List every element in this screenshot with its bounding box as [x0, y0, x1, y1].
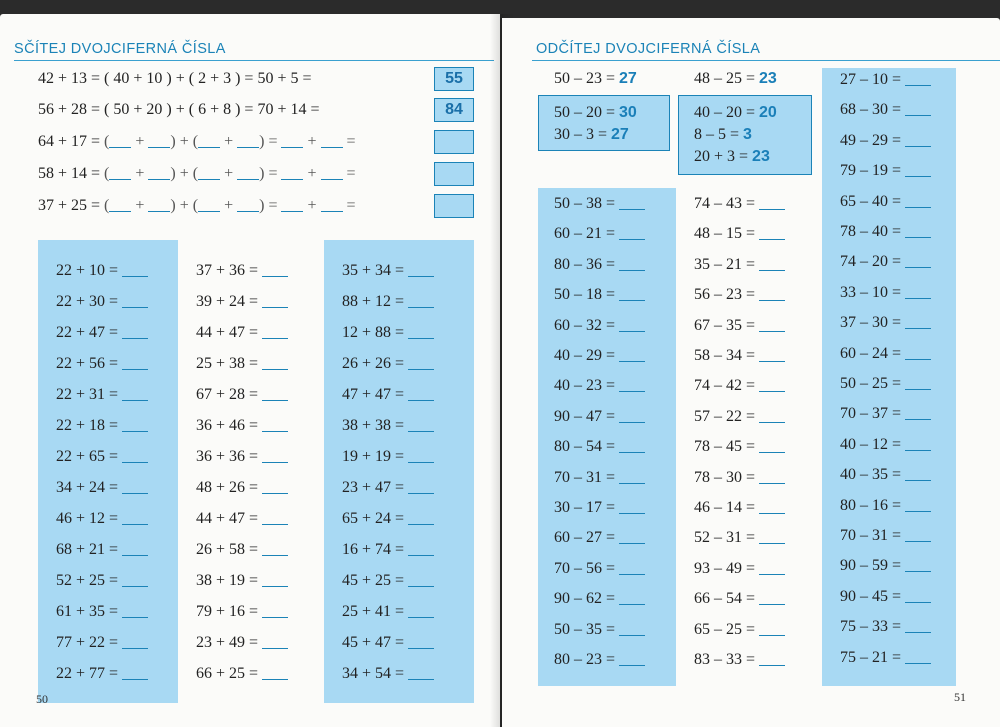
- subtraction-problem: 74 – 43 =: [694, 194, 785, 214]
- addition-problem: 26 + 58 =: [196, 540, 288, 560]
- answer-blank[interactable]: [262, 479, 288, 494]
- addition-problem: 47 + 47 =: [342, 385, 434, 405]
- answer-blank[interactable]: [619, 286, 645, 301]
- addition-problem: 23 + 49 =: [196, 633, 288, 653]
- answer-blank[interactable]: [122, 665, 148, 680]
- answer-blank[interactable]: [262, 262, 288, 277]
- subtraction-problem: 66 – 54 =: [694, 589, 785, 609]
- answer-blank[interactable]: [619, 347, 645, 362]
- addition-problem: 36 + 46 =: [196, 416, 288, 436]
- answer-blank[interactable]: [759, 621, 785, 636]
- answer-blank[interactable]: [905, 557, 931, 572]
- answer-blank[interactable]: [619, 408, 645, 423]
- answer-blank[interactable]: [759, 560, 785, 575]
- answer-blank[interactable]: [905, 405, 931, 420]
- answer-blank[interactable]: [408, 293, 434, 308]
- answer-blank[interactable]: [759, 286, 785, 301]
- subtraction-problem: 60 – 21 =: [554, 224, 645, 244]
- addition-problem: 46 + 12 =: [56, 509, 148, 529]
- addition-problem: 48 + 26 =: [196, 478, 288, 498]
- answer-blank[interactable]: [905, 618, 931, 633]
- addition-problem: 19 + 19 =: [342, 447, 434, 467]
- answer-blank[interactable]: [122, 293, 148, 308]
- answer-blank[interactable]: [281, 165, 303, 180]
- subtraction-problem: 40 – 23 =: [554, 376, 645, 396]
- answer-blank[interactable]: [262, 448, 288, 463]
- answer-blank[interactable]: [122, 262, 148, 277]
- subtraction-problem: 74 – 42 =: [694, 376, 785, 396]
- answer-blank[interactable]: [408, 448, 434, 463]
- right-page-title: ODČÍTEJ DVOJCIFERNÁ ČÍSLA: [536, 41, 761, 57]
- answer-blank[interactable]: [408, 572, 434, 587]
- addition-problem: 79 + 16 =: [196, 602, 288, 622]
- decomposition-row: 37 + 25 = ( + ) + ( + ) = + =: [38, 197, 356, 214]
- addition-problem: 26 + 26 =: [342, 354, 434, 374]
- answer-blank[interactable]: [122, 448, 148, 463]
- answer-blank[interactable]: [122, 355, 148, 370]
- answer-blank[interactable]: [905, 253, 931, 268]
- answer-blank[interactable]: [619, 377, 645, 392]
- subtraction-problem: 33 – 10 =: [840, 283, 931, 303]
- answer-blank[interactable]: [262, 324, 288, 339]
- subtraction-problem: 78 – 40 =: [840, 222, 931, 242]
- answer-blank[interactable]: [262, 665, 288, 680]
- addition-problem: 22 + 31 =: [56, 385, 148, 405]
- subtraction-problem: 67 – 35 =: [694, 316, 785, 336]
- answer-blank[interactable]: [905, 314, 931, 329]
- subtraction-problem: 46 – 14 =: [694, 498, 785, 518]
- example-box-1-line-1: 50 – 20 = 30: [554, 104, 637, 121]
- addition-problem: 45 + 25 =: [342, 571, 434, 591]
- right-page-header: [532, 38, 1000, 61]
- subtraction-problem: 60 – 32 =: [554, 316, 645, 336]
- answer-blank[interactable]: [408, 417, 434, 432]
- answer-box[interactable]: [434, 162, 474, 186]
- answer-blank[interactable]: [619, 621, 645, 636]
- subtraction-problem: 83 – 33 =: [694, 650, 785, 670]
- addition-problem: 22 + 18 =: [56, 416, 148, 436]
- answer-blank[interactable]: [122, 541, 148, 556]
- subtraction-problem: 57 – 22 =: [694, 407, 785, 427]
- right-page: [502, 18, 1000, 727]
- answer-box[interactable]: [434, 194, 474, 218]
- answer-blank[interactable]: [905, 649, 931, 664]
- answer-blank[interactable]: [759, 377, 785, 392]
- subtraction-problem: 70 – 31 =: [554, 468, 645, 488]
- subtraction-problem: 70 – 37 =: [840, 404, 931, 424]
- addition-problem: 22 + 77 =: [56, 664, 148, 684]
- subtraction-problem: 93 – 49 =: [694, 559, 785, 579]
- addition-problem: 12 + 88 =: [342, 323, 434, 343]
- example-top-1: 50 – 23 = 27: [554, 70, 637, 87]
- subtraction-problem: 75 – 33 =: [840, 617, 931, 637]
- subtraction-problem: 70 – 56 =: [554, 559, 645, 579]
- answer-blank[interactable]: [148, 165, 170, 180]
- answer-blank[interactable]: [408, 262, 434, 277]
- addition-problem: 34 + 54 =: [342, 664, 434, 684]
- subtraction-problem: 74 – 20 =: [840, 252, 931, 272]
- answer-blank[interactable]: [262, 293, 288, 308]
- left-page-title: SČÍTEJ DVOJCIFERNÁ ČÍSLA: [14, 41, 226, 57]
- subtraction-problem: 50 – 25 =: [840, 374, 931, 394]
- answer-blank[interactable]: [619, 499, 645, 514]
- subtraction-problem: 56 – 23 =: [694, 285, 785, 305]
- answer-blank[interactable]: [122, 634, 148, 649]
- left-page: [0, 14, 500, 727]
- subtraction-problem: 40 – 35 =: [840, 465, 931, 485]
- answer-blank[interactable]: [281, 197, 303, 212]
- answer-blank[interactable]: [122, 510, 148, 525]
- answer-blank[interactable]: [122, 386, 148, 401]
- answer-blank[interactable]: [905, 284, 931, 299]
- addition-problem: 39 + 24 =: [196, 292, 288, 312]
- answer-blank[interactable]: [262, 386, 288, 401]
- subtraction-problem: 50 – 38 =: [554, 194, 645, 214]
- page-number-left: 50: [36, 692, 48, 706]
- answer-blank[interactable]: [262, 510, 288, 525]
- answer-box[interactable]: [434, 130, 474, 154]
- addition-problem: 52 + 25 =: [56, 571, 148, 591]
- answer-blank[interactable]: [759, 651, 785, 666]
- answer-blank[interactable]: [237, 197, 259, 212]
- addition-problem: 25 + 38 =: [196, 354, 288, 374]
- answer-blank[interactable]: [905, 527, 931, 542]
- answer-blank[interactable]: [759, 408, 785, 423]
- answer-blank[interactable]: [408, 386, 434, 401]
- answer-blank[interactable]: [759, 590, 785, 605]
- answer-blank[interactable]: [262, 355, 288, 370]
- example-box-1-line-2: 30 – 3 = 27: [554, 126, 629, 143]
- left-page-header: [14, 38, 494, 61]
- answer-blank[interactable]: [237, 133, 259, 148]
- subtraction-problem: 80 – 23 =: [554, 650, 645, 670]
- addition-problem: 44 + 47 =: [196, 509, 288, 529]
- answer-blank[interactable]: [262, 541, 288, 556]
- addition-problem: 77 + 22 =: [56, 633, 148, 653]
- subtraction-problem: 49 – 29 =: [840, 131, 931, 151]
- answer-blank[interactable]: [237, 165, 259, 180]
- answer-blank[interactable]: [759, 195, 785, 210]
- answer-blank[interactable]: [905, 193, 931, 208]
- answer-blank[interactable]: [619, 529, 645, 544]
- addition-problem: 45 + 47 =: [342, 633, 434, 653]
- answer-blank[interactable]: [109, 165, 131, 180]
- answer-blank[interactable]: [408, 541, 434, 556]
- answer-blank[interactable]: [759, 499, 785, 514]
- addition-problem: 16 + 74 =: [342, 540, 434, 560]
- answer-blank[interactable]: [759, 469, 785, 484]
- decomposition-row: 42 + 13 = ( 40 + 10 ) + ( 2 + 3 ) = 50 + 5 =: [38, 70, 312, 87]
- answer-blank[interactable]: [198, 165, 220, 180]
- addition-problem: 36 + 36 =: [196, 447, 288, 467]
- answer-blank[interactable]: [905, 497, 931, 512]
- answer-blank[interactable]: [619, 438, 645, 453]
- addition-problem: 66 + 25 =: [196, 664, 288, 684]
- subtraction-problem: 75 – 21 =: [840, 648, 931, 668]
- answer-box[interactable]: 55: [434, 67, 474, 91]
- answer-blank[interactable]: [262, 603, 288, 618]
- subtraction-problem: 80 – 16 =: [840, 496, 931, 516]
- example-box-2-line-2: 8 – 5 = 3: [694, 126, 752, 143]
- addition-problem: 38 + 38 =: [342, 416, 434, 436]
- answer-blank[interactable]: [408, 665, 434, 680]
- subtraction-problem: 50 – 18 =: [554, 285, 645, 305]
- answer-blank[interactable]: [905, 345, 931, 360]
- addition-problem: 22 + 56 =: [56, 354, 148, 374]
- subtraction-problem: 48 – 15 =: [694, 224, 785, 244]
- answer-blank[interactable]: [122, 417, 148, 432]
- answer-blank[interactable]: [619, 195, 645, 210]
- subtraction-problem: 30 – 17 =: [554, 498, 645, 518]
- answer-blank[interactable]: [408, 324, 434, 339]
- answer-blank[interactable]: [759, 438, 785, 453]
- addition-problem: 25 + 41 =: [342, 602, 434, 622]
- answer-blank[interactable]: [408, 510, 434, 525]
- addition-problem: 22 + 10 =: [56, 261, 148, 281]
- answer-blank[interactable]: [905, 162, 931, 177]
- answer-blank[interactable]: [109, 133, 131, 148]
- answer-blank[interactable]: [408, 355, 434, 370]
- subtraction-problem: 70 – 31 =: [840, 526, 931, 546]
- answer-blank[interactable]: [619, 560, 645, 575]
- addition-problem: 61 + 35 =: [56, 602, 148, 622]
- addition-problem: 65 + 24 =: [342, 509, 434, 529]
- subtraction-problem: 80 – 54 =: [554, 437, 645, 457]
- answer-blank[interactable]: [321, 197, 343, 212]
- answer-blank[interactable]: [321, 133, 343, 148]
- addition-problem: 22 + 30 =: [56, 292, 148, 312]
- subtraction-problem: 80 – 36 =: [554, 255, 645, 275]
- answer-blank[interactable]: [619, 469, 645, 484]
- answer-blank[interactable]: [408, 479, 434, 494]
- answer-blank[interactable]: [148, 133, 170, 148]
- answer-blank[interactable]: [619, 317, 645, 332]
- decomposition-row: 64 + 17 = ( + ) + ( + ) = + =: [38, 133, 356, 150]
- answer-blank[interactable]: [148, 197, 170, 212]
- addition-problem: 38 + 19 =: [196, 571, 288, 591]
- subtraction-problem: 52 – 31 =: [694, 528, 785, 548]
- answer-blank[interactable]: [262, 417, 288, 432]
- subtraction-problem: 35 – 21 =: [694, 255, 785, 275]
- answer-blank[interactable]: [619, 590, 645, 605]
- addition-problem: 37 + 36 =: [196, 261, 288, 281]
- answer-blank[interactable]: [408, 603, 434, 618]
- answer-blank[interactable]: [198, 133, 220, 148]
- answer-blank[interactable]: [905, 101, 931, 116]
- answer-blank[interactable]: [109, 197, 131, 212]
- answer-blank[interactable]: [759, 347, 785, 362]
- answer-box[interactable]: 84: [434, 98, 474, 122]
- answer-blank[interactable]: [122, 603, 148, 618]
- example-box-2-line-3: 20 + 3 = 23: [694, 148, 770, 165]
- answer-blank[interactable]: [905, 71, 931, 86]
- answer-blank[interactable]: [122, 572, 148, 587]
- decomposition-row: 58 + 14 = ( + ) + ( + ) = + =: [38, 165, 356, 182]
- addition-problem: 68 + 21 =: [56, 540, 148, 560]
- answer-blank[interactable]: [198, 197, 220, 212]
- addition-problem: 22 + 47 =: [56, 323, 148, 343]
- example-top-2: 48 – 25 = 23: [694, 70, 777, 87]
- answer-blank[interactable]: [122, 479, 148, 494]
- answer-blank[interactable]: [905, 588, 931, 603]
- subtraction-problem: 90 – 45 =: [840, 587, 931, 607]
- answer-blank[interactable]: [408, 634, 434, 649]
- answer-blank[interactable]: [321, 165, 343, 180]
- page-number-right: 51: [954, 690, 966, 704]
- answer-blank[interactable]: [905, 132, 931, 147]
- addition-problem: 88 + 12 =: [342, 292, 434, 312]
- subtraction-problem: 90 – 47 =: [554, 407, 645, 427]
- answer-blank[interactable]: [905, 375, 931, 390]
- subtraction-problem: 40 – 29 =: [554, 346, 645, 366]
- subtraction-problem: 65 – 25 =: [694, 620, 785, 640]
- answer-blank[interactable]: [281, 133, 303, 148]
- addition-problem: 23 + 47 =: [342, 478, 434, 498]
- answer-blank[interactable]: [759, 529, 785, 544]
- subtraction-problem: 27 – 10 =: [840, 70, 931, 90]
- answer-blank[interactable]: [759, 256, 785, 271]
- subtraction-problem: 65 – 40 =: [840, 192, 931, 212]
- answer-blank[interactable]: [262, 634, 288, 649]
- subtraction-problem: 60 – 27 =: [554, 528, 645, 548]
- subtraction-problem: 79 – 19 =: [840, 161, 931, 181]
- answer-blank[interactable]: [619, 651, 645, 666]
- addition-problem: 35 + 34 =: [342, 261, 434, 281]
- answer-blank[interactable]: [619, 225, 645, 240]
- subtraction-problem: 68 – 30 =: [840, 100, 931, 120]
- subtraction-problem: 40 – 12 =: [840, 435, 931, 455]
- subtraction-problem: 90 – 62 =: [554, 589, 645, 609]
- addition-problem: 34 + 24 =: [56, 478, 148, 498]
- subtraction-problem: 90 – 59 =: [840, 556, 931, 576]
- answer-blank[interactable]: [759, 317, 785, 332]
- subtraction-problem: 50 – 35 =: [554, 620, 645, 640]
- addition-problem: 67 + 28 =: [196, 385, 288, 405]
- answer-blank[interactable]: [122, 324, 148, 339]
- answer-blank[interactable]: [905, 436, 931, 451]
- answer-blank[interactable]: [759, 225, 785, 240]
- example-box-2-line-1: 40 – 20 = 20: [694, 104, 777, 121]
- subtraction-problem: 78 – 45 =: [694, 437, 785, 457]
- addition-problem: 22 + 65 =: [56, 447, 148, 467]
- answer-blank[interactable]: [905, 466, 931, 481]
- subtraction-problem: 37 – 30 =: [840, 313, 931, 333]
- subtraction-problem: 58 – 34 =: [694, 346, 785, 366]
- subtraction-problem: 78 – 30 =: [694, 468, 785, 488]
- addition-problem: 44 + 47 =: [196, 323, 288, 343]
- answer-blank[interactable]: [262, 572, 288, 587]
- decomposition-row: 56 + 28 = ( 50 + 20 ) + ( 6 + 8 ) = 70 + 14 =: [38, 101, 320, 118]
- answer-blank[interactable]: [619, 256, 645, 271]
- subtraction-problem: 60 – 24 =: [840, 344, 931, 364]
- answer-blank[interactable]: [905, 223, 931, 238]
